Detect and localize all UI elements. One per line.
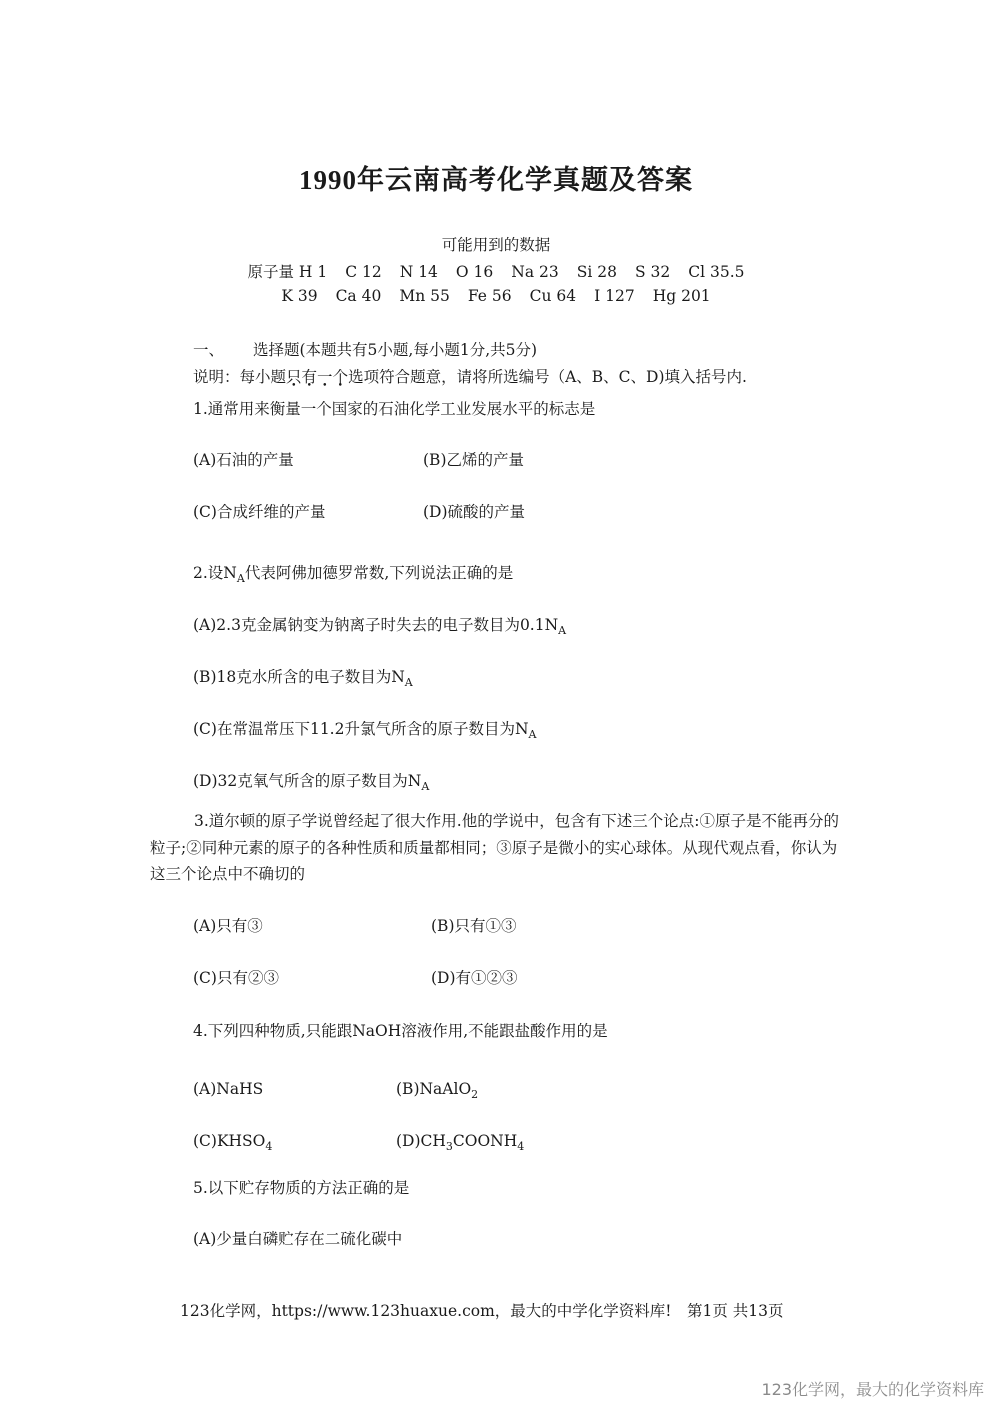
q3-option-d: (D)有①②③ (431, 969, 518, 987)
section-number: 一、 (193, 341, 225, 359)
option-text: (C)在常温常压下11.2升氯气所含的原子数目为N (193, 720, 529, 738)
subscript: A (528, 728, 537, 741)
option-text: (B)18克水所含的电子数目为N (193, 668, 405, 686)
q3-option-c: (C)只有②③ (193, 969, 279, 987)
q3-option-a: (A)只有③ (193, 917, 263, 935)
note-text: 选项符合题意，请将所选编号（A、B、C、D)填入括号内. (348, 368, 747, 386)
q5-stem: 5.以下贮存物质的方法正确的是 (193, 1179, 410, 1197)
q1-option-b: (B)乙烯的产量 (423, 451, 524, 469)
atomic-weights-row-1 (0, 260, 992, 282)
page-title: 1990年云南高考化学真题及答案 (299, 165, 693, 195)
emphasis-char: 个 (332, 368, 349, 386)
atomic-weight: N 14 (399, 263, 438, 281)
option-text: COONH (452, 1132, 518, 1150)
q1-option-a: (A)石油的产量 (193, 451, 294, 469)
q4-stem: 4.下列四种物质,只能跟NaOH溶液作用,不能跟盐酸作用的是 (193, 1022, 608, 1040)
option-text: (A)2.3克金属钠变为钠离子时失去的电子数目为0.1N (193, 616, 559, 634)
option-text: (D)CH (396, 1132, 446, 1150)
atomic-weight: I 127 (594, 287, 635, 305)
q4-option-b (396, 1080, 479, 1101)
atomic-weight: O 16 (455, 263, 494, 281)
q4-option-c (193, 1132, 273, 1153)
q5-option-a: (A)少量白磷贮存在二硫化碳中 (193, 1230, 403, 1248)
option-text: (D)32克氧气所含的原子数目为N (193, 772, 422, 790)
q4-option-d (396, 1132, 525, 1153)
atomic-weight: Ca 40 (335, 287, 382, 305)
subscript: 4 (265, 1140, 273, 1153)
option-text: (C)KHSO (193, 1132, 266, 1150)
q1-stem: 1.通常用来衡量一个国家的石油化学工业发展水平的标志是 (193, 400, 596, 418)
atomic-weights-row-2 (0, 287, 992, 305)
subscript: A (236, 572, 245, 585)
q2-option-d (193, 769, 429, 791)
q1-option-d: (D)硫酸的产量 (423, 503, 526, 521)
atomic-weight: Fe 56 (467, 287, 512, 305)
q2-option-c (193, 717, 536, 739)
subscript: 4 (517, 1140, 525, 1153)
q2-option-a (193, 613, 566, 635)
atomic-weight: Na 23 (511, 263, 559, 281)
q2-stem-text: 2.设N (193, 564, 237, 582)
page-footer: 123化学网，https://www.123huaxue.com，最大的中学化学资料库! 第1页 共13页 (180, 1302, 784, 1320)
atomic-weight: S 32 (634, 263, 671, 281)
atomic-weight: C 12 (345, 263, 382, 281)
subscript: A (404, 676, 413, 689)
atomic-weight: Hg 201 (652, 287, 711, 305)
atomic-weight: K 39 (281, 287, 318, 305)
subscript: A (421, 780, 430, 793)
note-text: 说明：每小题 (193, 368, 287, 386)
atomic-weight: Mn 55 (399, 287, 450, 305)
q2-stem (193, 561, 513, 583)
watermark: 123化学网，最大的化学资料库 (761, 1380, 984, 1399)
emphasis-char: 一 (317, 368, 333, 386)
emphasis-char: 有 (301, 368, 318, 386)
subscript: 3 (445, 1140, 453, 1153)
emphasis-char: 只 (286, 368, 302, 386)
q2-stem-text: 代表阿佛加德罗常数,下列说法正确的是 (244, 564, 514, 582)
section-title: 选择题(本题共有5小题,每小题1分,共5分) (253, 341, 538, 359)
subscript: A (558, 624, 567, 637)
q1-option-c: (C)合成纤维的产量 (193, 503, 326, 521)
data-header: 可能用到的数据 (441, 236, 551, 254)
atomic-weight: 原子量 H 1 (247, 263, 328, 281)
atomic-weight: Cu 64 (529, 287, 577, 305)
section-note (193, 365, 747, 387)
q3-option-b: (B)只有①③ (431, 917, 517, 935)
q3-stem: 3.道尔顿的原子学说曾经起了很大作用.他的学说中，包含有下述三个论点:①原子是不能再分的粒子;②同种元素的原子的各种性质和质量都相同；③原子是微小的实心球体。从现代观点看，你认为这三个论点中不确切的 (150, 812, 839, 883)
option-text: (B)NaAlO (396, 1080, 472, 1098)
atomic-weight: Si 28 (576, 263, 617, 281)
subscript: 2 (471, 1088, 479, 1101)
q2-option-b (193, 665, 413, 687)
q4-option-a: (A)NaHS (193, 1080, 264, 1098)
atomic-weight: Cl 35.5 (688, 263, 745, 281)
